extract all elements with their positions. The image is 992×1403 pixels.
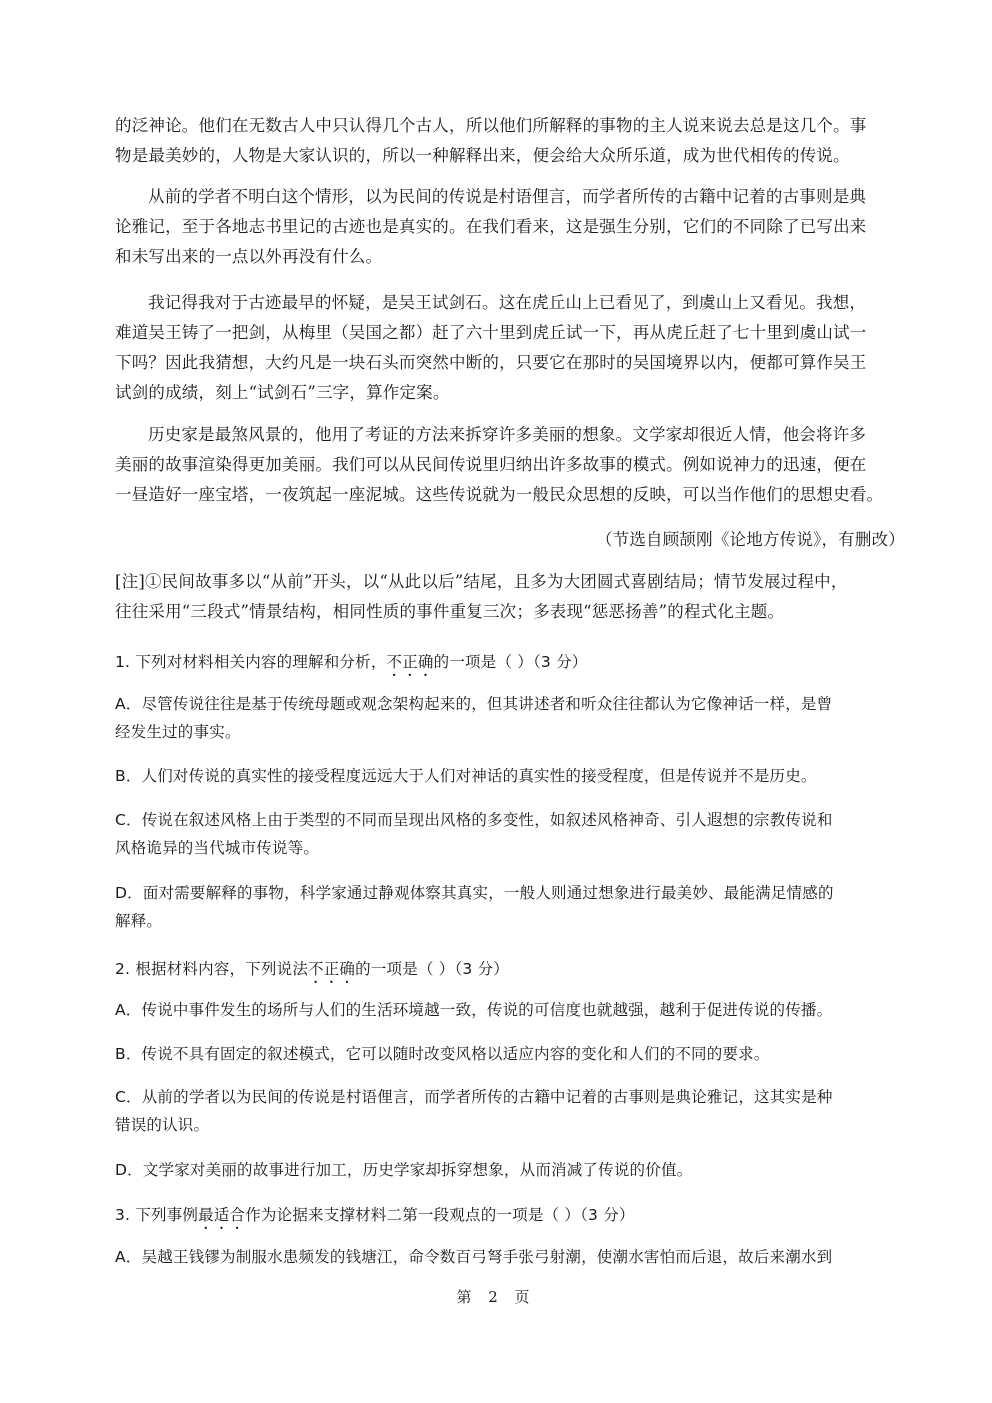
emphasis-text: 不正确: [308, 960, 356, 978]
option-line: A．尽管传说往往是基于传统母题或观念架构起来的，但其讲述者和听众往往都认为它像神话一样，是曾: [115, 695, 833, 713]
option-line: 经发生过的事实。: [115, 723, 241, 741]
source-citation: （节选自顾颉刚《论地方传说》，有删改）: [595, 530, 905, 549]
option-line: 错误的认识。: [115, 1116, 210, 1134]
paragraph-line: 一昼造好一座宝塔，一夜筑起一座泥城。这些传说就为一般民众思想的反映，可以当作他们的思想史看。: [115, 485, 884, 504]
stem-text: 的一项是（ ）（3 分）: [433, 653, 588, 671]
paragraph-line: 从前的学者不明白这个情形，以为民间的传说是村语俚言，而学者所传的古籍中记着的古事则是典: [148, 187, 867, 206]
page-number: 第 2 页: [456, 1288, 536, 1306]
question-3-stem: [115, 1203, 905, 1233]
paragraph-line: 历史家是最煞风景的，他用了考证的方法来拆穿许多美丽的想象。文学家却很近人情，他会将许多: [148, 425, 867, 444]
emphasis-text: 不正确: [386, 653, 434, 671]
paragraph-line: 我记得我对于古迹最早的怀疑，是吴王试剑石。这在虎丘山上已看见了，到虞山上又看见。我想，: [148, 293, 867, 312]
question-2-stem: [115, 957, 905, 987]
option-line: 风格诡异的当代城市传说等。: [115, 839, 320, 857]
stem-text: 1. 下列对材料相关内容的理解和分析，: [115, 653, 387, 671]
stem-text: 作为论据来支撑材料二第一段观点的一项是（ ）（3 分）: [245, 1206, 635, 1224]
paragraph-line: 论雅记，至于各地志书里记的古迹也是真实的。在我们看来，这是强生分别，它们的不同除了已写出来: [115, 217, 867, 236]
option-line: D．面对需要解释的事物，科学家通过静观体察其真实，一般人则通过想象进行最美妙、最能满足情感的: [115, 884, 834, 902]
option-line: B．人们对传说的真实性的接受程度远远大于人们对神话的真实性的接受程度，但是传说并不是历史。: [115, 767, 817, 785]
option-line: 解释。: [115, 912, 163, 930]
stem-text: 2. 根据材料内容，下列说法: [115, 960, 309, 978]
paragraph-line: 美丽的故事渲染得更加美丽。我们可以从民间传说里归纳出许多故事的模式。例如说神力的迅速，便在: [115, 455, 867, 474]
emphasis-text: 最适合: [198, 1206, 246, 1224]
paragraph-line: 试剑的成绩，刻上“试剑石”三字，算作定案。: [115, 383, 450, 402]
paragraph-line: 和未写出来的一点以外再没有什么。: [115, 247, 383, 266]
stem-text: 3. 下列事例: [115, 1206, 199, 1224]
stem-text: 的一项是（ ）（3 分）: [355, 960, 510, 978]
note-line: [注]①民间故事多以“从前”开头，以“从此以后”结尾，且多为大团圆式喜剧结局；情节发展过程中，: [115, 572, 848, 591]
option-line: C．传说在叙述风格上由于类型的不同而呈现出风格的多变性，如叙述风格神奇、引人遐想的宗教传说和: [115, 811, 833, 829]
note-line: 往往采用“三段式”情景结构，相同性质的事件重复三次；多表现“惩恶扬善”的程式化主题。: [115, 602, 785, 621]
option-line: A．传说中事件发生的场所与人们的生活环境越一致，传说的可信度也就越强，越利于促进传说的传播。: [115, 1001, 833, 1019]
option-line: A．吴越王钱镠为制服水患频发的钱塘江，命令数百弓弩手张弓射潮，使潮水害怕而后退，故后来潮水到: [115, 1248, 833, 1266]
option-line: C．从前的学者以为民间的传说是村语俚言，而学者所传的古籍中记着的古事则是典论雅记，这其实是种: [115, 1088, 833, 1106]
paragraph-line: 的泛神论。他们在无数古人中只认得几个古人，所以他们所解释的事物的主人说来说去总是这几个。事: [115, 116, 867, 135]
paragraph-line: 下吗？因此我猜想，大约凡是一块石头而突然中断的，只要它在那时的吴国境界以内，便都可算作吴王: [115, 353, 867, 372]
option-line: D．文学家对美丽的故事进行加工，历史学家却拆穿想象，从而消减了传说的价值。: [115, 1161, 693, 1179]
paragraph-line: 难道吴王铸了一把剑，从梅里（吴国之都）赶了六十里到虎丘试一下，再从虎丘赶了七十里到虞山试一: [115, 323, 867, 342]
option-line: B．传说不具有固定的叙述模式，它可以随时改变风格以适应内容的变化和人们的不同的要求。: [115, 1045, 770, 1063]
paragraph-line: 物是最美妙的，人物是大家认识的，所以一种解释出来，便会给大众所乐道，成为世代相传的传说。: [115, 146, 850, 165]
question-1-stem: [115, 650, 905, 680]
